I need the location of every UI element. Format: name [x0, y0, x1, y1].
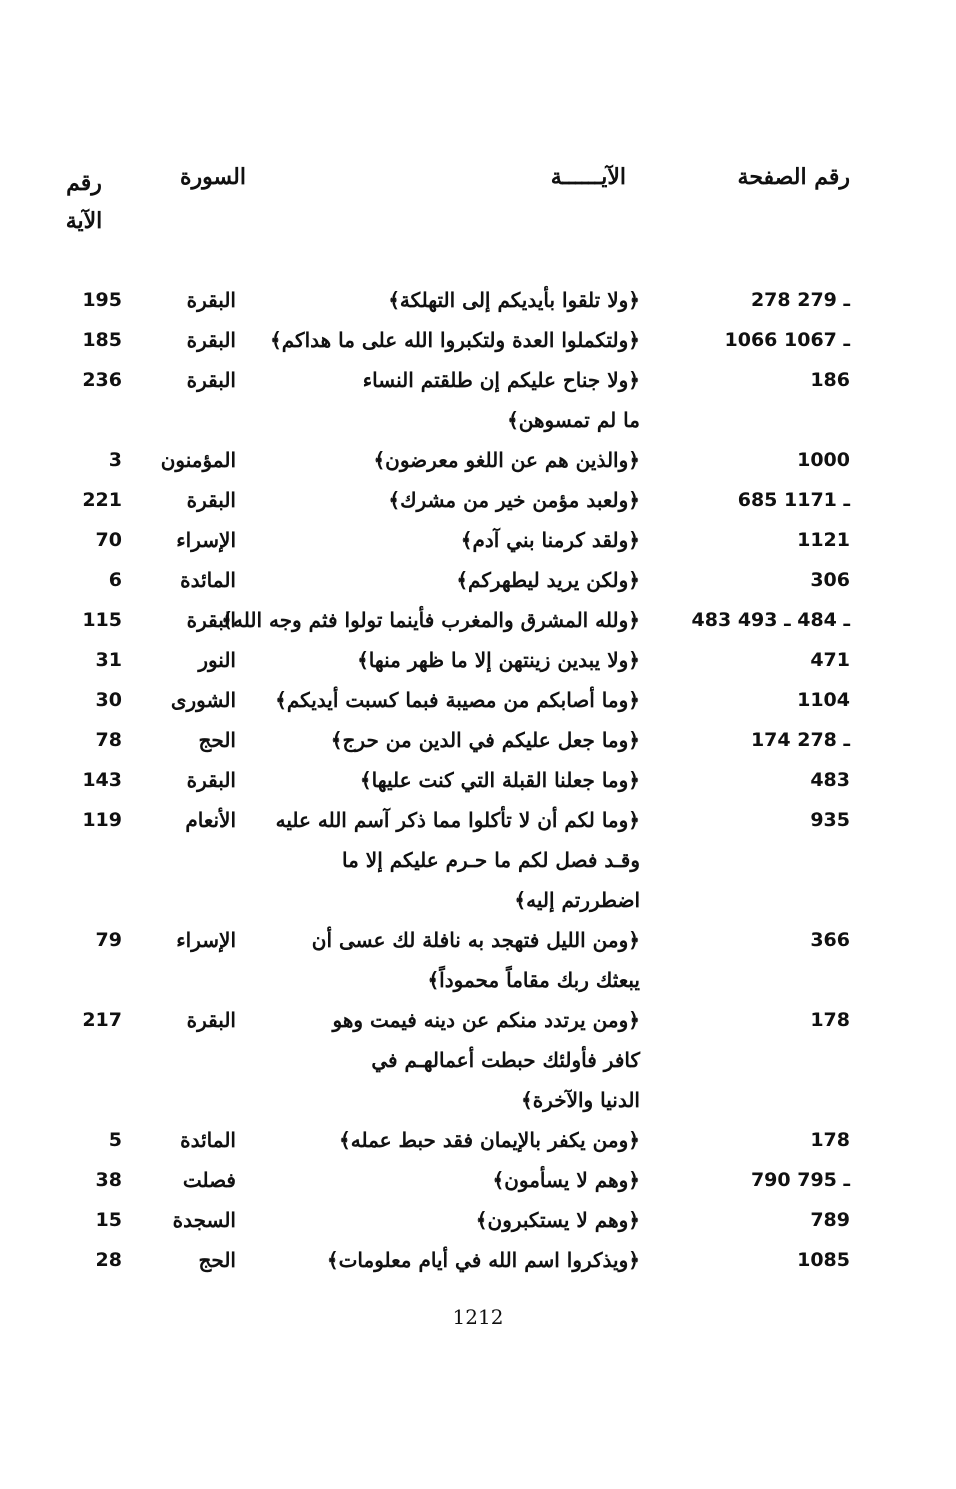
verse-number-cell: 30: [95, 689, 122, 711]
verse-line: وقـد فصل لكم ما حـرم عليكم إلا ما: [342, 848, 640, 872]
verse-number-cell: 79: [95, 929, 122, 951]
surah-cell: فصلت: [182, 1168, 236, 1192]
page-number-cell: 935: [810, 809, 850, 831]
page-number-cell: 471: [810, 649, 850, 671]
verse-cell: [456, 560, 640, 600]
verse-number-cell: 221: [82, 489, 122, 511]
page-number-cell: 306: [810, 569, 850, 591]
table-row: [0, 920, 956, 1000]
verse-cell: [312, 920, 640, 1000]
verse-cell: [339, 1120, 640, 1160]
surah-cell: البقرة: [186, 1008, 236, 1032]
surah-cell: الشورى: [170, 688, 236, 712]
verse-line: ﴿ولكن يريد ليطهركم﴾: [456, 568, 640, 592]
table-row: [0, 320, 956, 360]
surah-cell: البقرة: [186, 288, 236, 312]
table-row: [0, 560, 956, 600]
verse-cell: [461, 520, 640, 560]
verse-cell: [360, 760, 640, 800]
page-number-cell: 789: [810, 1209, 850, 1231]
verse-line: اضطررتم إليه﴾: [514, 888, 640, 912]
verse-number-cell: 195: [82, 289, 122, 311]
verse-line: ﴿ويذكروا اسم الله في أيام معلومات﴾: [326, 1248, 640, 1272]
verse-cell: [373, 440, 640, 480]
verse-line: ﴿وما جعلنا القبلة التي كنت عليها﴾: [359, 768, 640, 792]
verse-line: ﴿وما أصابكم من مصيبة فبما كسبت أيديكم﴾: [275, 688, 640, 712]
surah-cell: البقرة: [186, 608, 236, 632]
surah-cell: المائدة: [180, 568, 236, 592]
header-page-number: رقم الصفحة: [737, 164, 850, 190]
verse-line: ﴿ولقد كرمنا بني آدم﴾: [460, 528, 640, 552]
page-number-cell: 366: [810, 929, 850, 951]
page-number-cell: 178: [810, 1009, 850, 1031]
verse-cell: [331, 720, 640, 760]
surah-cell: المائدة: [180, 1128, 236, 1152]
verse-number-cell: 6: [108, 569, 122, 591]
table-row: [0, 1120, 956, 1160]
table-row: [0, 1160, 956, 1200]
surah-cell: البقرة: [186, 768, 236, 792]
table-row: [0, 640, 956, 680]
verse-line: ﴿وهم لا يسأمون﴾: [492, 1168, 640, 1192]
table-row: [0, 1000, 956, 1120]
verse-line: يبعثك ربك مقاماً محموداً﴾: [427, 968, 640, 992]
verse-number-cell: 31: [95, 649, 122, 671]
header-verse-number-line2: الآية: [65, 208, 103, 234]
verse-number-cell: 70: [95, 529, 122, 551]
table-row: [0, 280, 956, 320]
surah-cell: البقرة: [186, 488, 236, 512]
verse-cell: [327, 1240, 640, 1280]
header-surah: السورة: [180, 164, 246, 190]
verse-number-cell: 236: [82, 369, 122, 391]
verse-line: ﴿ولعبد مؤمن خير من مشرك﴾: [388, 488, 640, 512]
page-number-cell: 174 ـ 278: [750, 729, 850, 751]
index-table: [0, 280, 956, 1280]
page-number-cell: 1121: [797, 529, 850, 551]
page-number-cell: 483 ـ 484 ـ 493: [691, 609, 850, 631]
verse-cell: [388, 280, 640, 320]
table-row: [0, 800, 956, 920]
surah-cell: الإسراء: [176, 528, 236, 552]
table-row: [0, 600, 956, 640]
table-row: [0, 440, 956, 480]
verse-line: ﴿ولا تلقوا بأيديكم إلى التهلكة﴾: [388, 288, 640, 312]
surah-cell: النور: [198, 648, 236, 672]
verse-number-cell: 28: [95, 1249, 122, 1271]
verse-line: كافر فأولئك حبطت أعمالهـم في: [371, 1048, 640, 1072]
table-row: [0, 760, 956, 800]
table-row: [0, 520, 956, 560]
verse-line: ﴿ولتكملوا العدة ولتكبروا الله على ما هداكم﴾: [270, 328, 640, 352]
page-number-cell: 1104: [797, 689, 850, 711]
table-row: [0, 360, 956, 440]
surah-cell: السجدة: [172, 1208, 236, 1232]
verse-cell: [270, 320, 640, 360]
surah-cell: البقرة: [186, 328, 236, 352]
verse-cell: [476, 1200, 640, 1240]
page-number-cell: 790 ـ 795: [750, 1169, 850, 1191]
surah-cell: الأنعام: [185, 808, 236, 832]
header-verse-number: [54, 164, 114, 240]
surah-cell: الحج: [198, 1248, 236, 1272]
table-row: [0, 680, 956, 720]
page-number-cell: 1000: [797, 449, 850, 471]
page-number-cell: 178: [810, 1129, 850, 1151]
table-row: [0, 720, 956, 760]
verse-line: ﴿والذين هم عن اللغو معرضون﴾: [373, 448, 640, 472]
header-verse: الآيــــــة: [550, 164, 626, 190]
verse-line: ﴿ومن الليل فتهجد به نافلة لك عسى أن: [311, 928, 640, 952]
surah-cell: البقرة: [186, 368, 236, 392]
verse-number-cell: 3: [108, 449, 122, 471]
verse-cell: [275, 680, 640, 720]
verse-line: ﴿ولله المشرق والمغرب فأينما تولوا فثم وجه الله﴾: [221, 608, 640, 632]
verse-line: ﴿وما لكم أن لا تأكلوا مما ذكر آسم الله عليه: [275, 808, 640, 832]
header-verse-number-line1: رقم: [66, 170, 102, 196]
verse-cell: [363, 360, 640, 440]
verse-cell: [492, 1160, 640, 1200]
verse-line: ما لم تمسوهن﴾: [507, 408, 640, 432]
verse-number-cell: 78: [95, 729, 122, 751]
verse-cell: [221, 600, 640, 640]
surah-cell: الإسراء: [176, 928, 236, 952]
verse-cell: [333, 1000, 641, 1120]
verse-number-cell: 5: [108, 1129, 122, 1151]
table-row: [0, 1240, 956, 1280]
verse-cell: [388, 480, 640, 520]
surah-cell: المؤمنون: [160, 448, 236, 472]
table-row: [0, 1200, 956, 1240]
verse-number-cell: 119: [82, 809, 122, 831]
page-number-cell: 685 ـ 1171: [737, 489, 850, 511]
verse-number-cell: 15: [95, 1209, 122, 1231]
verse-number-cell: 185: [82, 329, 122, 351]
verse-line: الدنيا والآخرة﴾: [520, 1088, 640, 1112]
verse-line: ﴿ولا يبدين زينتهن إلا ما ظهر منها﴾: [357, 648, 640, 672]
page-number-cell: 278 ـ 279: [750, 289, 850, 311]
verse-number-cell: 38: [95, 1169, 122, 1191]
table-row: [0, 480, 956, 520]
page-number-cell: 1066 ـ 1067: [724, 329, 850, 351]
page-footer-number: 1212: [452, 1305, 504, 1329]
verse-cell: [357, 640, 640, 680]
surah-cell: الحج: [198, 728, 236, 752]
page-number-cell: 1085: [797, 1249, 850, 1271]
verse-cell: [276, 800, 640, 920]
verse-line: ﴿وهم لا يستكبرون﴾: [475, 1208, 640, 1232]
verse-line: ﴿ومن يكفر بالإيمان فقد حبط عمله﴾: [339, 1128, 640, 1152]
page-number-cell: 186: [810, 369, 850, 391]
verse-number-cell: 143: [82, 769, 122, 791]
verse-number-cell: 217: [82, 1009, 122, 1031]
page-number-cell: 483: [810, 769, 850, 791]
verse-line: ﴿وما جعل عليكم في الدين من حرج﴾: [330, 728, 640, 752]
verse-number-cell: 115: [82, 609, 122, 631]
verse-line: ﴿ومن يرتدد منكم عن دينه فيمت وهو: [332, 1008, 640, 1032]
verse-line: ﴿ولا جناح عليكم إن طلقتم النساء: [362, 368, 640, 392]
